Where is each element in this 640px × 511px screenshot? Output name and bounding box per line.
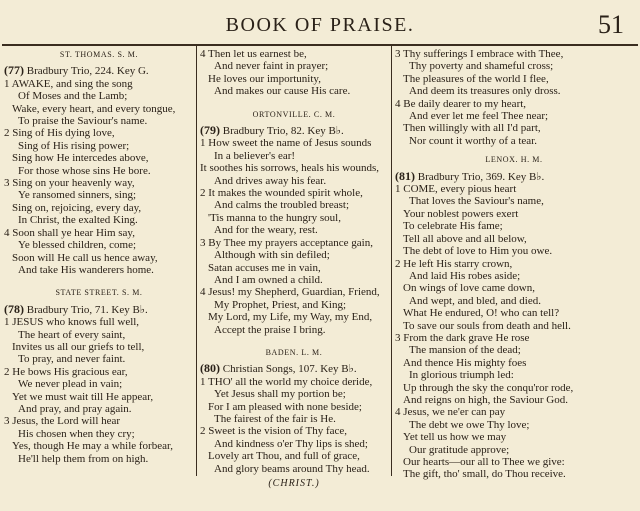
verse-line: The debt of love to Him you owe. — [403, 245, 553, 258]
verse-line: 1 THO' all the world my choice deride, — [200, 375, 373, 388]
verse-line: The debt we owe Thy love; — [409, 418, 530, 431]
verse-line: 1 JESUS who knows full well, — [4, 316, 140, 329]
hymn-source: Bradbury Trio, 71. Key B♭. — [26, 303, 148, 316]
tune-name: LENOX. H. M. — [485, 155, 543, 165]
verse-line: His chosen when they cry; — [18, 427, 135, 440]
verse-line: 4 Jesus, we ne'er can pay — [395, 406, 506, 419]
verse-line: 2 It makes the wounded spirit whole, — [200, 187, 363, 200]
verse-line: And pray, and pray again. — [18, 402, 132, 415]
verse-line: Our hearts—our all to Thee we give: — [403, 456, 565, 468]
verse-line: Thy poverty and shameful cross; — [409, 60, 554, 73]
verse-line: He loves our importunity, — [208, 72, 321, 85]
verse-line: Although with sin defiled; — [214, 249, 330, 262]
hymn-number: (79) — [200, 123, 220, 138]
column-divider-1 — [196, 46, 197, 476]
column-3 — [395, 48, 633, 481]
verse-line: And never faint in prayer; — [214, 60, 329, 73]
verse-line: Sing of His rising power; — [18, 139, 130, 152]
column-2 — [200, 48, 388, 475]
verse-line: Yet Jesus shall my portion be; — [214, 388, 346, 401]
verse-line: The pleasures of the world I flee, — [403, 72, 549, 85]
verse-line: And drives away his fear. — [214, 174, 327, 187]
verse-line: Our gratitude approve; — [409, 443, 510, 456]
verse-line: Wake, every heart, and every tongue, — [12, 102, 176, 115]
verse-line: 1 How sweet the name of Jesus sounds — [200, 137, 372, 150]
verse-line: 3 Thy sufferings I embrace with Thee, — [395, 48, 564, 60]
verse-line: To praise the Saviour's name. — [18, 115, 148, 128]
verse-line: Of Moses and the Lamb; — [18, 90, 128, 103]
verse-line: Sing how He intercedes above, — [12, 152, 149, 165]
verse-line: 4 Jesus! my Shepherd, Guardian, Friend, — [200, 286, 380, 299]
verse-line: That loves the Saviour's name, — [409, 195, 544, 208]
verse-line: 1 COME, every pious heart — [395, 183, 517, 196]
verse-line: To save our souls from death and hell. — [403, 319, 571, 332]
hymn-number: (80) — [200, 361, 220, 376]
verse-line: Invites us all our griefs to tell, — [12, 340, 145, 353]
verse-line: Nor count it worthy of a tear. — [409, 134, 537, 147]
verse-line: The mansion of the dead; — [409, 344, 521, 357]
verse-line: 2 Sing of His dying love, — [4, 127, 115, 140]
tune-name: STATE STREET. S. M. — [55, 288, 143, 298]
verse-line: 3 Jesus, the Lord will hear — [4, 415, 121, 428]
verse-line: Ye blessed children, come; — [18, 239, 137, 252]
verse-line: For I am pleased with none beside; — [208, 400, 362, 413]
hymn-source: Christian Songs, 107. Key B♭. — [222, 363, 357, 376]
verse-line: In glorious triumph led: — [409, 369, 514, 382]
verse-line: To pray, and never faint. — [18, 353, 126, 366]
hymn-source: Bradbury Trio, 224. Key G. — [26, 65, 149, 78]
verse-line: Soon will He call us hence away, — [12, 251, 158, 264]
verse-line: And laid His robes aside; — [409, 269, 521, 282]
verse-line: 3 From the dark grave He rose — [395, 331, 530, 344]
hymn-source: Bradbury Trio, 369. Key B♭. — [417, 170, 545, 183]
verse-line: Yet we must wait till He appear, — [12, 390, 154, 403]
verse-line: We never plead in vain; — [18, 378, 123, 391]
verse-line: The gift, tho' small, do Thou receive. — [403, 468, 566, 481]
verse-line: What He endured, O! who can tell? — [403, 307, 560, 320]
verse-line: 'Tis manna to the hungry soul, — [208, 211, 341, 224]
section-footer: (CHRIST.) — [268, 478, 320, 489]
verse-line: And makes our cause His care. — [214, 85, 351, 98]
verse-line: Yet tell us how we may — [403, 431, 507, 444]
verse-line: And thence His mighty foes — [403, 356, 527, 369]
verse-line: 2 He bows His gracious ear, — [4, 365, 128, 378]
verse-line: The fairest of the fair is He. — [214, 412, 336, 425]
verse-line: In a believer's ear! — [214, 149, 296, 162]
verse-line: Yes, though He may a while forbear, — [12, 440, 173, 453]
hymn-header — [4, 64, 194, 77]
verse-line: In Christ, the exalted King. — [18, 214, 138, 227]
verse-line: For those whose sins He bore. — [18, 164, 151, 177]
hymn-number: (77) — [4, 63, 24, 78]
verse-line: Then willingly with all I'd part, — [403, 122, 541, 135]
hymn-header — [4, 303, 194, 316]
verse-line: 4 Be daily dearer to my heart, — [395, 97, 527, 110]
verse-line: It soothes his sorrows, heals his wounds, — [200, 162, 380, 175]
verse-line: The heart of every saint, — [18, 328, 126, 341]
verse-line: Up through the sky the conqu'ror rode, — [403, 381, 574, 394]
verse-line: My Lord, my Life, my Way, my End, — [208, 311, 373, 324]
verse-line: On wings of love came down, — [403, 282, 535, 295]
hymn-header — [200, 124, 388, 137]
verse-line: And wept, and bled, and died. — [409, 294, 541, 307]
hymn-source: Bradbury Trio, 82. Key B♭. — [222, 125, 344, 138]
verse-line: He'll help them from on high. — [18, 452, 149, 465]
verse-line: 3 Sing on your heavenly way, — [4, 177, 135, 190]
page-number: 51 — [598, 10, 624, 39]
tune-name: BADEN. L. M. — [265, 347, 323, 357]
verse-line: And kindness o'er Thy lips is shed; — [214, 437, 368, 450]
verse-line: Sing on, rejoicing, every day, — [12, 201, 142, 214]
verse-line: Satan accuses me in vain, — [208, 261, 321, 274]
verse-line: 4 Then let us earnest be, — [200, 48, 307, 60]
verse-line: To celebrate His fame; — [403, 220, 503, 233]
verse-line: Tell all above and all below, — [403, 232, 527, 245]
verse-line: And for the weary, rest. — [214, 224, 318, 237]
verse-line: 2 Sweet is the vision of Thy face, — [200, 425, 348, 438]
verse-line: And I am owned a child. — [214, 273, 323, 286]
verse-line: And deem its treasures only dross. — [409, 85, 561, 98]
verse-line: My Prophet, Priest, and King; — [214, 298, 346, 311]
hymn-header — [200, 362, 388, 375]
verse-line: Accept the praise I bring. — [214, 323, 326, 336]
verse-line: 2 He left His starry crown, — [395, 257, 513, 270]
verse-line: And take His wanderers home. — [18, 263, 154, 276]
column-1 — [4, 48, 194, 465]
verse-line: Your noblest powers exert — [403, 207, 519, 220]
page-title: BOOK OF PRAISE. — [225, 14, 415, 36]
verse-line: And calms the troubled breast; — [214, 199, 350, 212]
header-rule — [2, 44, 638, 46]
verse-line: And ever let me feel Thee near; — [409, 110, 549, 123]
tune-name: ORTONVILLE. C. M. — [252, 109, 336, 119]
verse-line: Ye ransomed sinners, sing; — [18, 189, 137, 202]
hymn-number: (78) — [4, 301, 24, 316]
hymn-header — [395, 170, 633, 183]
verse-line: And glory beams around Thy head. — [214, 462, 370, 475]
verse-line: Lovely art Thou, and full of grace, — [208, 450, 360, 463]
tune-name: ST. THOMAS. S. M. — [59, 50, 139, 59]
verse-line: 1 AWAKE, and sing the song — [4, 77, 133, 90]
hymn-number: (81) — [395, 168, 415, 183]
verse-line: 4 Soon shall ye hear Him say, — [4, 226, 135, 239]
verse-line: 3 By Thee my prayers acceptance gain, — [200, 236, 373, 249]
verse-line: And reigns on high, the Saviour God. — [403, 393, 568, 406]
column-divider-2 — [391, 46, 392, 476]
